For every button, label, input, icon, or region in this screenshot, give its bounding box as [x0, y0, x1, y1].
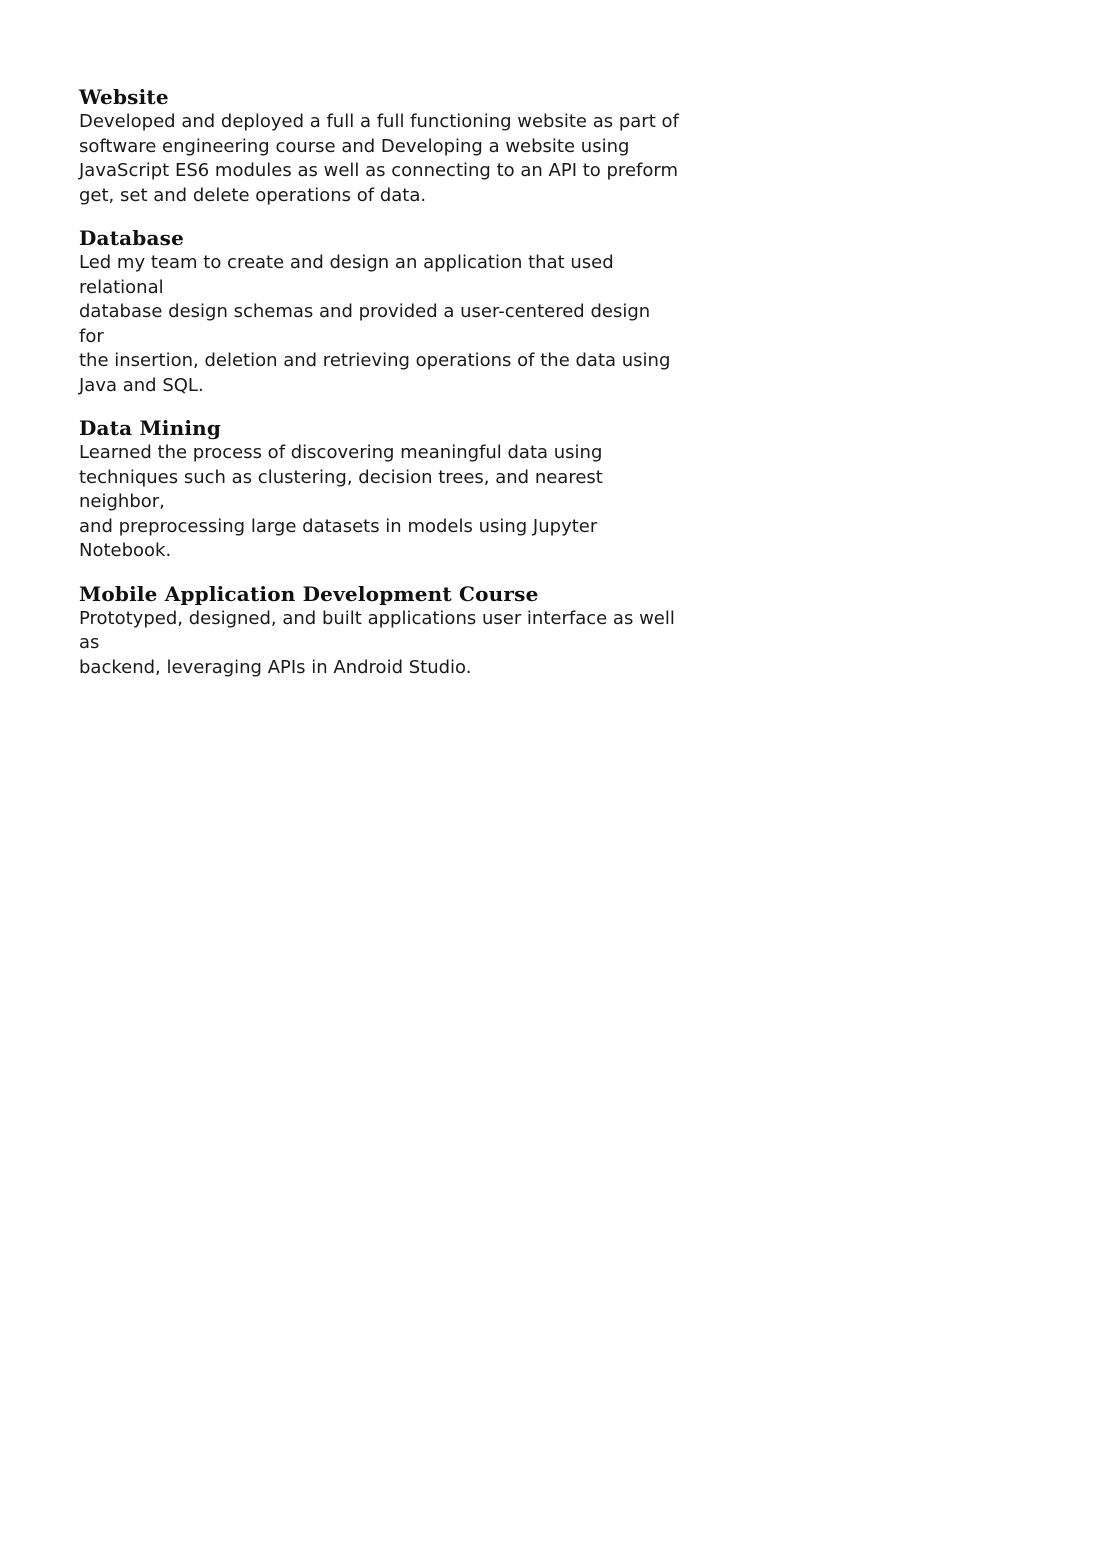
project-database	[79, 225, 679, 398]
project-title: Database	[79, 226, 185, 250]
project-website	[79, 84, 679, 208]
project-description: Learned the process of discovering meaningful data using techniques such as clustering, decision trees, and nearest neighbor, and preprocessing large datasets in models using Jupyter Notebook.	[79, 442, 603, 561]
project-description: Led my team to create and design an application that used relational database design schemas and provided a user-centered design for the insertion, deletion and retrieving operations of the data using Java and SQL.	[79, 252, 671, 396]
project-title: Mobile Application Development Course	[79, 581, 539, 606]
projects-list	[79, 84, 679, 697]
project-description: Developed and deployed a full a full functioning website as part of software engineering course and Developing a website using JavaScript ES6 modules as well as connecting to an API to preform get, set and delete operations of data.	[79, 111, 679, 206]
project-description: Prototyped, designed, and built applications user interface as well as backend, leveraging APIs in Android Studio.	[79, 607, 675, 678]
project-title: Website	[79, 85, 169, 109]
project-title: Data Mining	[79, 416, 222, 440]
project-data-mining	[79, 415, 679, 564]
project-mobile-app	[79, 581, 679, 681]
